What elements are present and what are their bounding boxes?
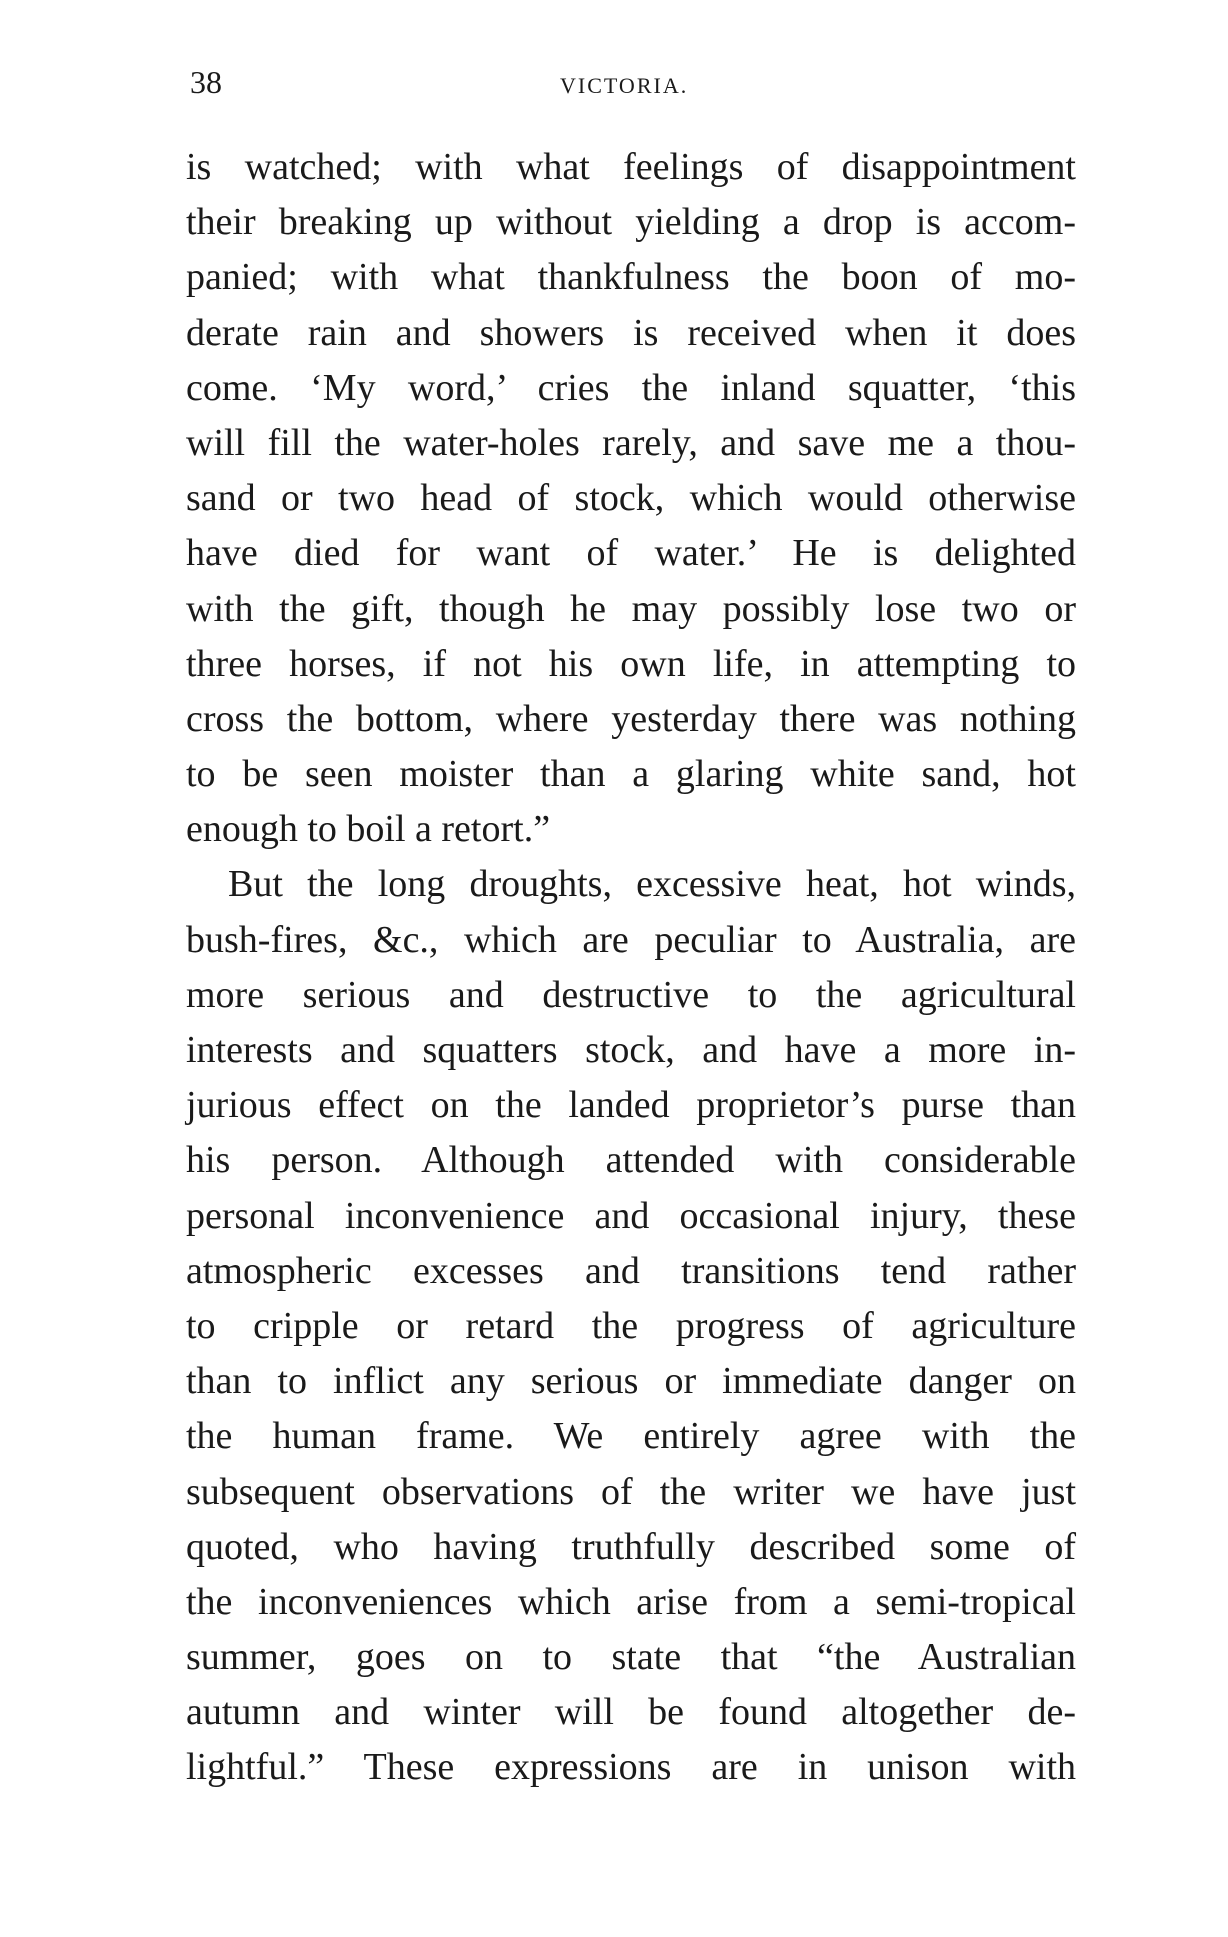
paragraph-end-line: enough to boil a retort.”	[186, 808, 551, 851]
text-line: three horses, if not his own life, in attempting to	[186, 642, 1076, 685]
text-line: bush-fires, &c., which are peculiar to Australia, are	[186, 918, 1076, 961]
text-line: derate rain and showers is received when it does	[186, 311, 1076, 354]
text-line: interests and squatters stock, and have a more in-	[186, 1029, 1076, 1071]
running-head	[190, 62, 1080, 112]
text-line: come. ‘My word,’ cries the inland squatter, ‘this	[186, 366, 1076, 409]
text-line: with the gift, though he may possibly lose two or	[186, 587, 1076, 630]
text-line: the human frame. We entirely agree with the	[186, 1415, 1076, 1458]
paragraph-start-line: But the long droughts, excessive heat, hot winds,	[228, 863, 1076, 906]
text-line: sand or two head of stock, which would otherwise	[186, 477, 1076, 520]
text-line: quoted, who having truthfully described some of	[186, 1525, 1076, 1568]
page-number: 38	[190, 64, 222, 100]
text-line: subsequent observations of the writer we have just	[186, 1470, 1076, 1513]
text-line: is watched; with what feelings of disappointment	[186, 146, 1076, 188]
body-text	[186, 140, 1076, 1796]
text-line: cross the bottom, where yesterday there was nothing	[186, 697, 1076, 740]
text-line: lightful.” These expressions are in unison with	[186, 1746, 1076, 1789]
text-line: to be seen moister than a glaring white sand, hot	[186, 753, 1076, 796]
text-line: personal inconvenience and occasional injury, these	[186, 1194, 1076, 1237]
text-line: summer, goes on to state that “the Australian	[186, 1636, 1076, 1679]
text-line: autumn and winter will be found altogether de-	[186, 1691, 1076, 1734]
text-line: more serious and destructive to the agricultural	[186, 973, 1076, 1016]
text-line: than to inflict any serious or immediate danger on	[186, 1360, 1076, 1403]
text-line: to cripple or retard the progress of agriculture	[186, 1304, 1076, 1347]
text-line: atmospheric excesses and transitions tend rather	[186, 1249, 1076, 1292]
text-line: have died for want of water.’ He is delighted	[186, 532, 1076, 575]
text-line: panied; with what thankfulness the boon of mo-	[186, 256, 1076, 299]
text-line: the inconveniences which arise from a semi-tropical	[186, 1580, 1076, 1623]
text-line: their breaking up without yielding a drop is accom-	[186, 201, 1076, 244]
text-line: jurious effect on the landed proprietor’s purse than	[186, 1084, 1076, 1127]
text-line: will fill the water-holes rarely, and save me a thou-	[186, 421, 1076, 464]
running-title: VICTORIA.	[560, 73, 689, 98]
text-line: his person. Although attended with considerable	[186, 1139, 1076, 1182]
